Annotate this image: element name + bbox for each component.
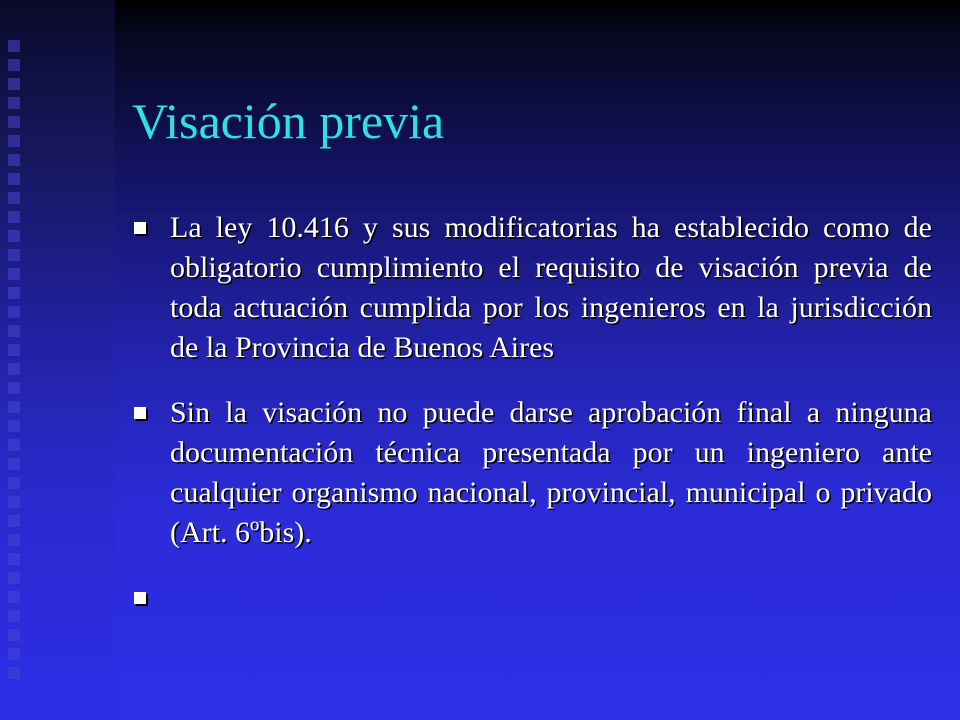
decorative-square bbox=[8, 192, 20, 204]
decorative-square bbox=[8, 420, 20, 432]
decorative-square bbox=[8, 553, 20, 565]
decorative-square bbox=[8, 211, 20, 223]
bullet-text: Sin la visación no puede darse aprobación final a ninguna documentación técnica presentada por un ingeniero ante cualquier organismo nacional, provincial, municipal o privado (Art. 6ºbis). bbox=[170, 396, 932, 549]
square-bullet-icon bbox=[134, 222, 146, 234]
slide-title: Visación previa bbox=[132, 93, 445, 149]
decorative-square bbox=[8, 534, 20, 546]
decorative-square bbox=[8, 439, 20, 451]
bullet-list bbox=[132, 208, 932, 618]
decorative-square bbox=[8, 401, 20, 413]
decorative-square bbox=[8, 78, 20, 90]
decorative-square bbox=[8, 648, 20, 660]
left-decorative-band bbox=[0, 0, 115, 720]
decorative-square bbox=[8, 629, 20, 641]
decorative-square bbox=[8, 325, 20, 337]
decorative-square bbox=[8, 667, 20, 679]
decorative-square bbox=[8, 610, 20, 622]
bullet-item bbox=[132, 578, 932, 618]
bullet-text: La ley 10.416 y sus modificatorias ha establecido como de obligatorio cumplimiento el requisito de visación previa de toda actuación cumplida por los ingenieros en la jurisdicción de la Provincia de Buenos Aires bbox=[170, 211, 932, 364]
bullet-item bbox=[132, 208, 932, 368]
decorative-square bbox=[8, 496, 20, 508]
decorative-square bbox=[8, 173, 20, 185]
decorative-square bbox=[8, 287, 20, 299]
decorative-square bbox=[8, 268, 20, 280]
decorative-square bbox=[8, 249, 20, 261]
decorative-square bbox=[8, 591, 20, 603]
decorative-square bbox=[8, 572, 20, 584]
decorative-square bbox=[8, 477, 20, 489]
decorative-square bbox=[8, 59, 20, 71]
bullet-item bbox=[132, 393, 932, 553]
square-bullet-icon bbox=[134, 592, 146, 604]
decorative-square bbox=[8, 40, 20, 52]
decorative-square bbox=[8, 382, 20, 394]
decorative-square bbox=[8, 154, 20, 166]
decorative-square bbox=[8, 97, 20, 109]
square-bullet-icon bbox=[134, 407, 146, 419]
decorative-square-column bbox=[8, 40, 28, 686]
decorative-square bbox=[8, 344, 20, 356]
decorative-square bbox=[8, 458, 20, 470]
decorative-square bbox=[8, 363, 20, 375]
decorative-square bbox=[8, 116, 20, 128]
decorative-square bbox=[8, 135, 20, 147]
decorative-square bbox=[8, 230, 20, 242]
decorative-square bbox=[8, 306, 20, 318]
decorative-square bbox=[8, 515, 20, 527]
